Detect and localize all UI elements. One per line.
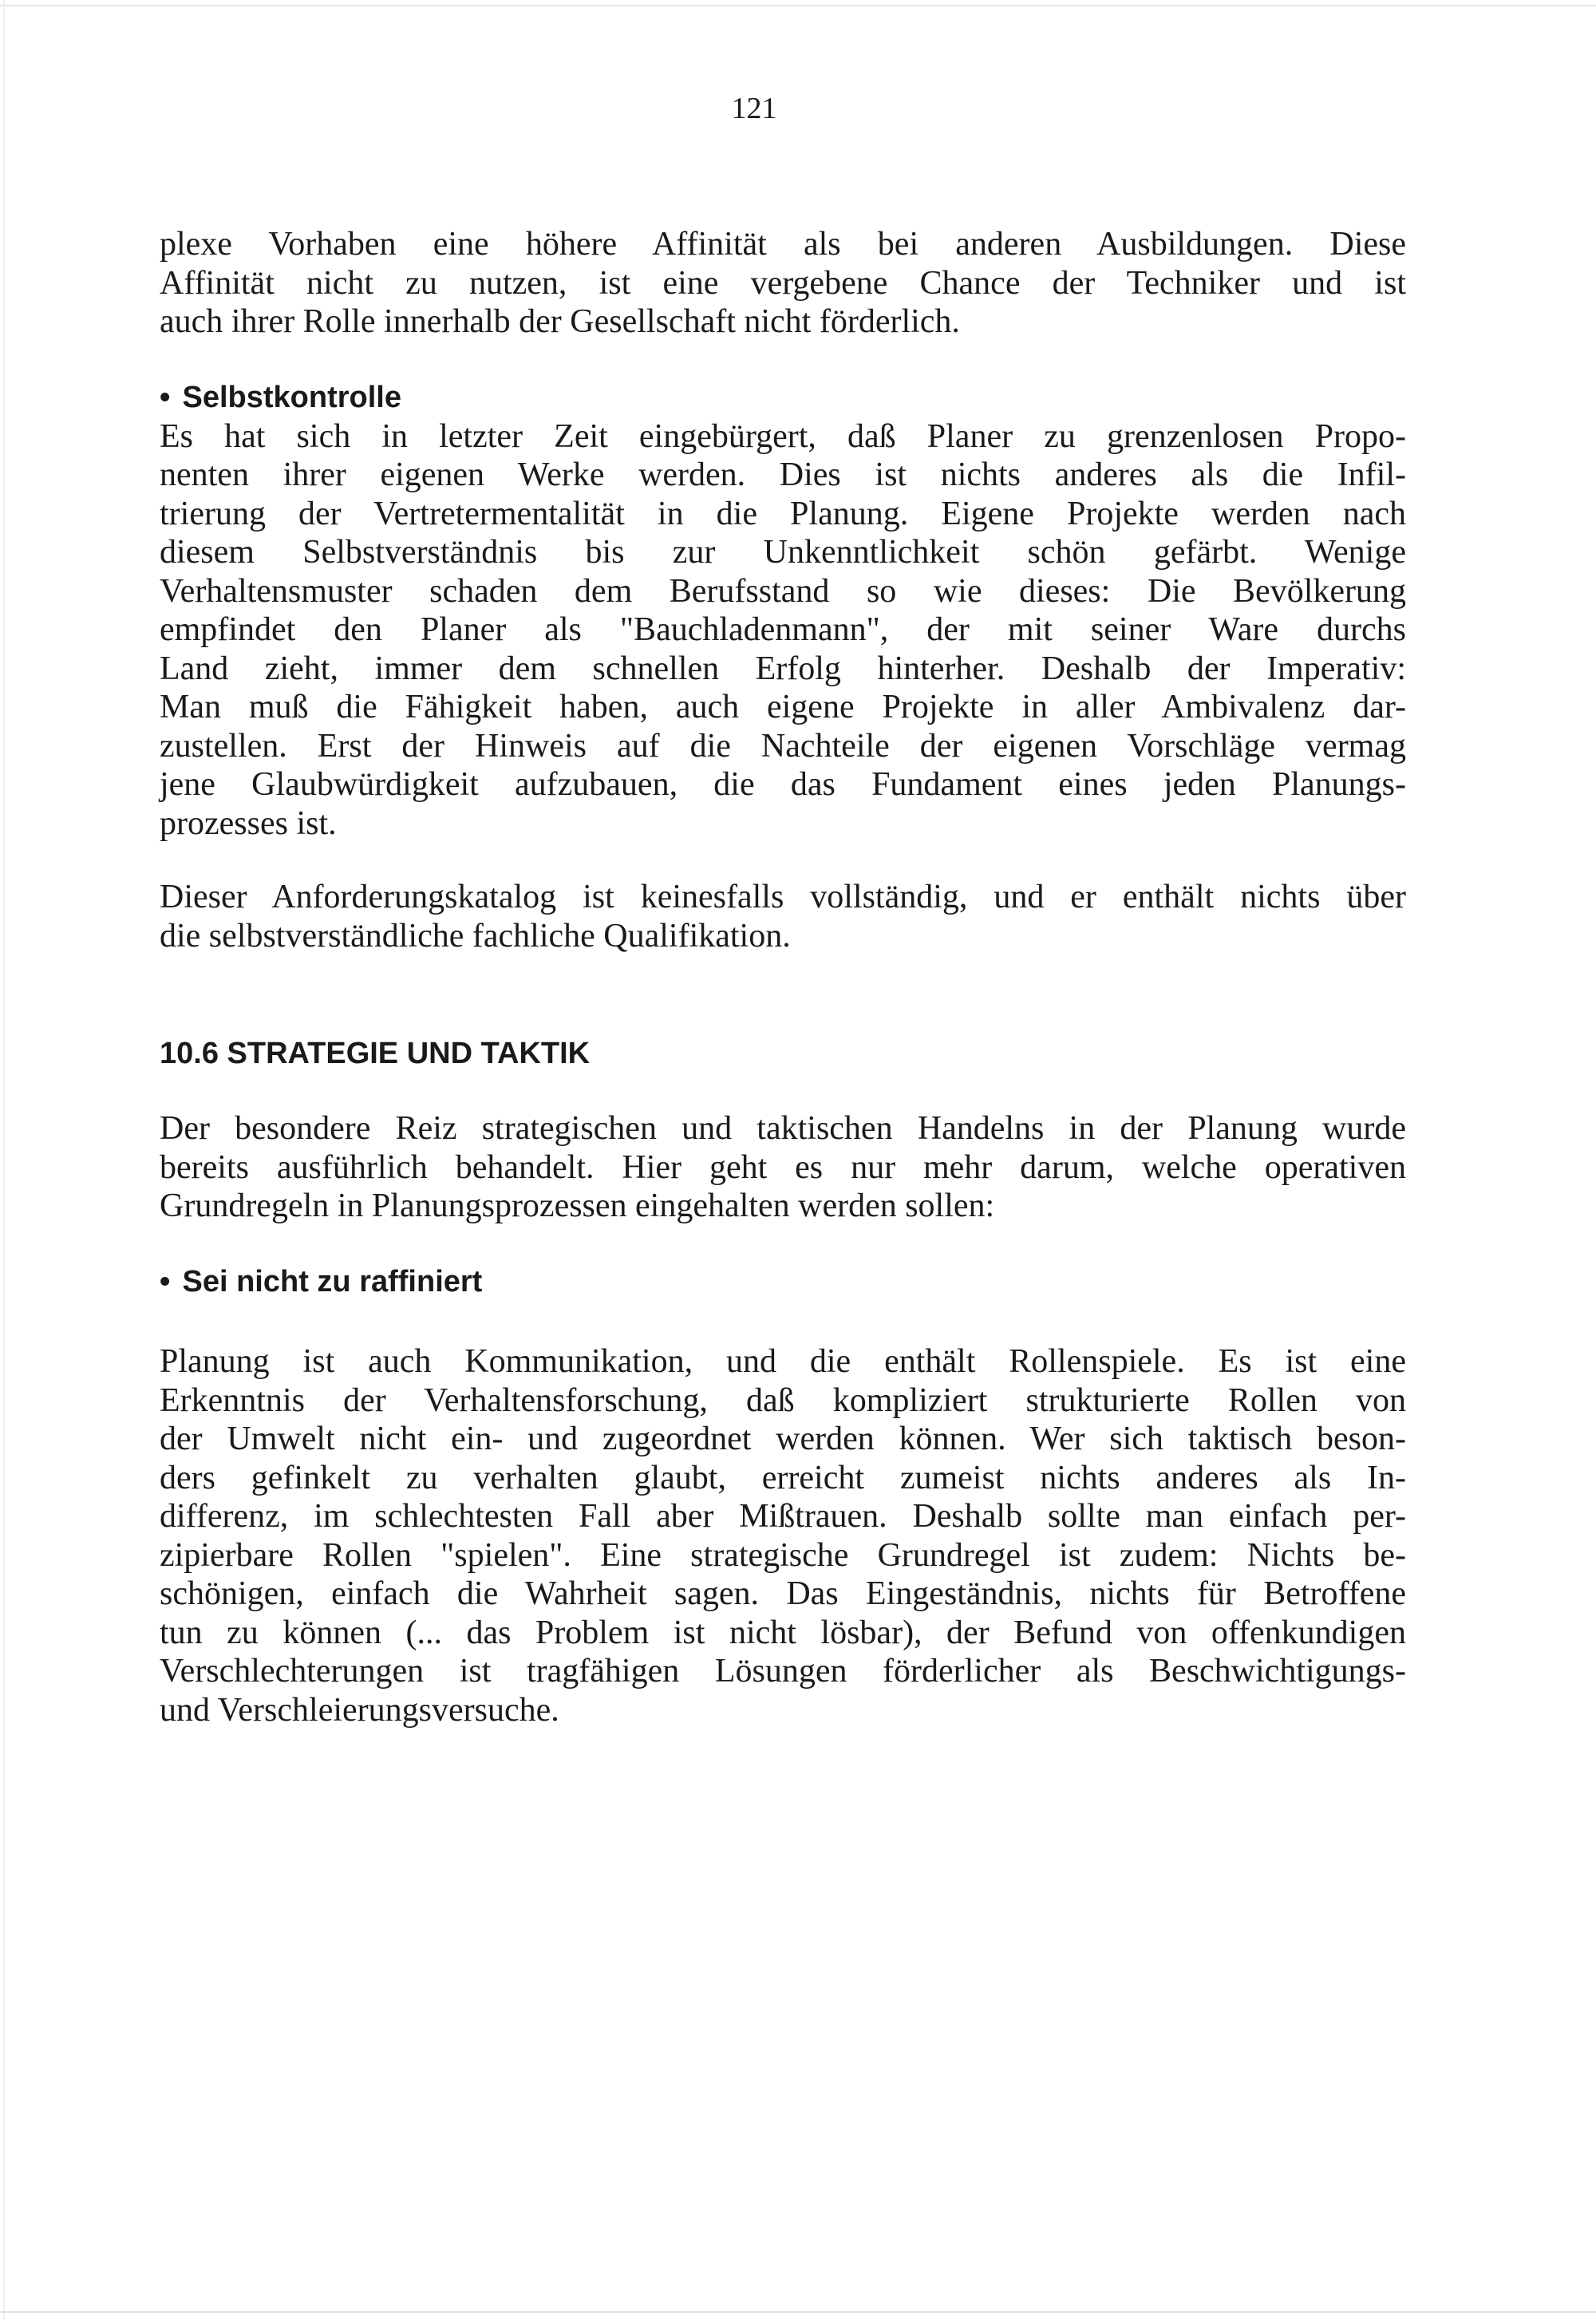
- bullet-icon: •: [160, 381, 171, 414]
- text-line: trierung der Vertretermentalität in die Planung. Eigene Projekte werden nach: [160, 495, 1406, 532]
- text-line: jene Glaubwürdigkeit aufzubauen, die das Fundament eines jeden Planungs-: [160, 766, 1406, 803]
- paragraph-rollenspiele: [160, 1342, 1406, 1729]
- paragraph-strategie: [160, 1109, 1406, 1226]
- text-line: zustellen. Erst der Hinweis auf die Nachteile der eigenen Vorschläge vermag: [160, 727, 1406, 765]
- text-line: Dieser Anforderungskatalog ist keinesfalls vollständig, und er enthält nichts über: [160, 879, 1406, 915]
- bullet-heading: [160, 378, 1406, 417]
- text-line: Man muß die Fähigkeit haben, auch eigene Projekte in aller Ambivalenz dar-: [160, 689, 1406, 725]
- text-line: zipierbare Rollen "spielen". Eine strategische Grundregel ist zudem: Nichts be-: [160, 1536, 1406, 1574]
- text-line: schönigen, einfach die Wahrheit sagen. Das Eingeständnis, nichts für Betroffene: [160, 1575, 1406, 1612]
- bullet-heading-title: Selbstkontrolle: [182, 381, 401, 414]
- text-line: Verschlechterungen ist tragfähigen Lösungen förderlicher als Beschwichtigungs-: [160, 1653, 1406, 1690]
- text-line: plexe Vorhaben eine höhere Affinität als bei anderen Ausbildungen. Diese: [160, 226, 1406, 263]
- text-line: empfindet den Planer als "Bauchladenmann", der mit seiner Ware durchs: [160, 611, 1406, 648]
- rule-heading: [160, 1263, 1406, 1302]
- page-number: 121: [731, 92, 777, 125]
- bullet-heading: [160, 1263, 1406, 1302]
- text-line: Erkenntnis der Verhaltensforschung, daß kompliziert strukturierte Rollen von: [160, 1381, 1406, 1419]
- text-line: die selbstverständliche fachliche Qualifikation.: [160, 917, 791, 954]
- text-line: differenz, im schlechtesten Fall aber Mißtrauen. Deshalb sollte man einfach per-: [160, 1498, 1406, 1535]
- text-line: auch ihrer Rolle innerhalb der Gesellschaft nicht förderlich.: [160, 303, 960, 340]
- bullet-heading-title: Sei nicht zu raffiniert: [182, 1265, 483, 1298]
- text-line: ders gefinkelt zu verhalten glaubt, erreicht zumeist nichts anderes als In-: [160, 1459, 1406, 1496]
- scan-edge-left: [3, 0, 5, 2320]
- text-line: Land zieht, immer dem schnellen Erfolg hinterher. Deshalb der Imperativ:: [160, 650, 1406, 687]
- text-line: Planung ist auch Kommunikation, und die enthält Rollenspiele. Es ist eine: [160, 1343, 1406, 1380]
- paragraph-intro: [160, 225, 1406, 342]
- text-line: Es hat sich in letzter Zeit eingebürgert, daß Planer zu grenzenlosen Propo-: [160, 417, 1406, 455]
- text-line: und Verschleierungsversuche.: [160, 1691, 559, 1729]
- text-line: prozesses ist.: [160, 804, 337, 842]
- text-line: Grundregeln in Planungsprozessen eingehalten werden sollen:: [160, 1188, 995, 1224]
- text-line: Der besondere Reiz strategischen und taktischen Handelns in der Planung wurde: [160, 1110, 1406, 1147]
- section-heading: 10.6 STRATEGIE UND TAKTIK: [160, 1037, 591, 1070]
- text-line: bereits ausführlich behandelt. Hier geht es nur mehr darum, welche operativen: [160, 1148, 1406, 1186]
- text-line: nenten ihrer eigenen Werke werden. Dies ist nichts anderes als die Infil-: [160, 456, 1406, 493]
- text-line: der Umwelt nicht ein- und zugeordnet werden können. Wer sich taktisch beson-: [160, 1421, 1406, 1457]
- text-line: diesem Selbstverständnis bis zur Unkenntlichkeit schön gefärbt. Wenige: [160, 534, 1406, 571]
- scan-edge-top: [0, 5, 1596, 6]
- text-line: Affinität nicht zu nutzen, ist eine vergebene Chance der Techniker und ist: [160, 264, 1406, 302]
- text-line: Verhaltensmuster schaden dem Berufsstand so wie dieses: Die Bevölkerung: [160, 572, 1406, 610]
- paragraph-anforderungskatalog: [160, 878, 1406, 955]
- scan-edge-bottom: [0, 2311, 1596, 2313]
- text-line: tun zu können (... das Problem ist nicht lösbar), der Befund von offenkundigen: [160, 1614, 1406, 1651]
- section-selbstkontrolle: [160, 378, 1406, 843]
- bullet-icon: •: [160, 1265, 171, 1298]
